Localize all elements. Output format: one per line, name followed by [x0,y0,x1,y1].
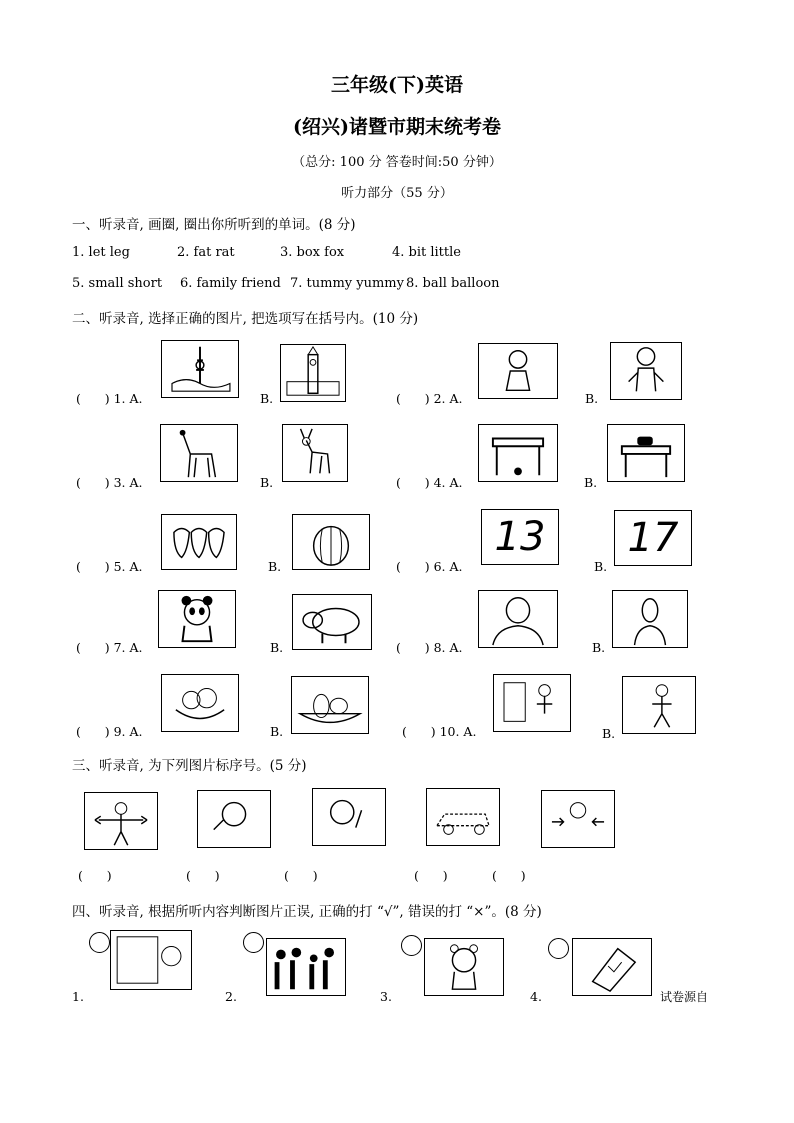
option-b-label: B. [584,475,598,490]
section3-heading: 三、听录音, 为下列图片标序号。(5 分) [72,758,307,774]
answer-blank[interactable]: ( ) [284,868,318,883]
option-b-label: B. [268,559,282,574]
question-number: ( ) 1. A. [76,391,143,406]
boy-touch-face-icon [312,788,386,846]
number-17-card: 17 [614,510,692,566]
family-icon [266,938,346,996]
answer-circle[interactable] [401,935,422,956]
question-number: ( ) 4. A. [396,475,463,490]
desk-car-icon [607,424,685,482]
answer-circle[interactable] [548,938,569,959]
option-b-label: B. [594,559,608,574]
big-ben-icon [280,344,346,402]
option-b-label: B. [585,391,599,406]
question-number: 3. [380,989,392,1004]
section4-heading: 四、听录音, 根据所听内容判断图片正误, 正确的打 “√”, 错误的打 “×”。(8 分) [72,904,542,920]
answer-blank[interactable]: ( ) [492,868,526,883]
girl-ear-icon [197,790,271,848]
question-number: ( ) 5. A. [76,559,143,574]
watermelon-icon [292,514,370,570]
giraffe-icon [160,424,238,482]
word-item: 2. fat rat [177,245,235,260]
answer-blank[interactable]: ( ) [186,868,220,883]
desk-ball-icon [478,424,558,482]
part-heading: 听力部分（55 分） [341,186,453,201]
answer-blank[interactable]: ( ) [414,868,448,883]
word-item: 4. bit little [392,245,461,260]
panda-icon [158,590,236,648]
question-number: ( ) 6. A. [396,559,463,574]
question-number: ( ) 9. A. [76,724,143,739]
question-number: 4. [530,989,542,1004]
answer-circle[interactable] [89,932,110,953]
page-title: 三年级(下)英语 [331,74,463,96]
question-number: 2. [225,989,237,1004]
word-item: 5. small short [72,276,163,291]
number-13-card: 13 [481,509,559,565]
option-b-label: B. [602,726,616,741]
hippo-icon [292,594,372,650]
answer-blank[interactable]: ( ) [78,868,112,883]
boy-standing-icon [610,342,682,400]
word-item: 7. tummy yummy [290,276,404,291]
answer-circle[interactable] [243,932,264,953]
man-fat-icon [478,590,558,648]
word-item: 6. family friend [180,276,281,291]
boy-walking-icon [622,676,696,734]
word-item: 3. box fox [280,245,345,260]
tower-icon [161,340,239,398]
girl-arms-out-icon [84,792,158,850]
page-subtitle: (绍兴)诸暨市期末统考卷 [293,116,501,138]
boy-sitting-icon [478,343,558,399]
vegetables-icon [161,674,239,732]
section2-heading: 二、听录音, 选择正确的图片, 把选项写在括号内。(10 分) [72,311,419,327]
source-note: 试卷源自 [660,990,709,1004]
question-number: ( ) 7. A. [76,640,143,655]
question-number: 1. [72,989,84,1004]
word-item: 1. let leg [72,245,130,260]
option-b-label: B. [270,724,284,739]
question-number: ( ) 2. A. [396,391,463,406]
question-number: ( ) 3. A. [76,475,143,490]
boy-arms-in-icon [541,790,615,848]
option-b-label: B. [260,475,274,490]
exam-info: （总分: 100 分 答卷时间:50 分钟） [292,155,502,170]
option-b-label: B. [592,640,606,655]
man-thin-icon [612,590,688,648]
bear-icon [424,938,504,996]
book-icon [572,938,652,996]
option-b-label: B. [270,640,284,655]
strawberries-icon [161,514,237,570]
boy-reading-icon [493,674,571,732]
girl-window-icon [110,930,192,990]
question-number: ( ) 10. A. [402,724,477,739]
option-b-label: B. [260,391,274,406]
question-number: ( ) 8. A. [396,640,463,655]
word-item: 8. ball balloon [406,276,500,291]
boy-car-icon [426,788,500,846]
deer-icon [282,424,348,482]
section1-heading: 一、听录音, 画圈, 圈出你所听到的单词。(8 分) [72,217,356,233]
fruit-bowl-icon [291,676,369,734]
